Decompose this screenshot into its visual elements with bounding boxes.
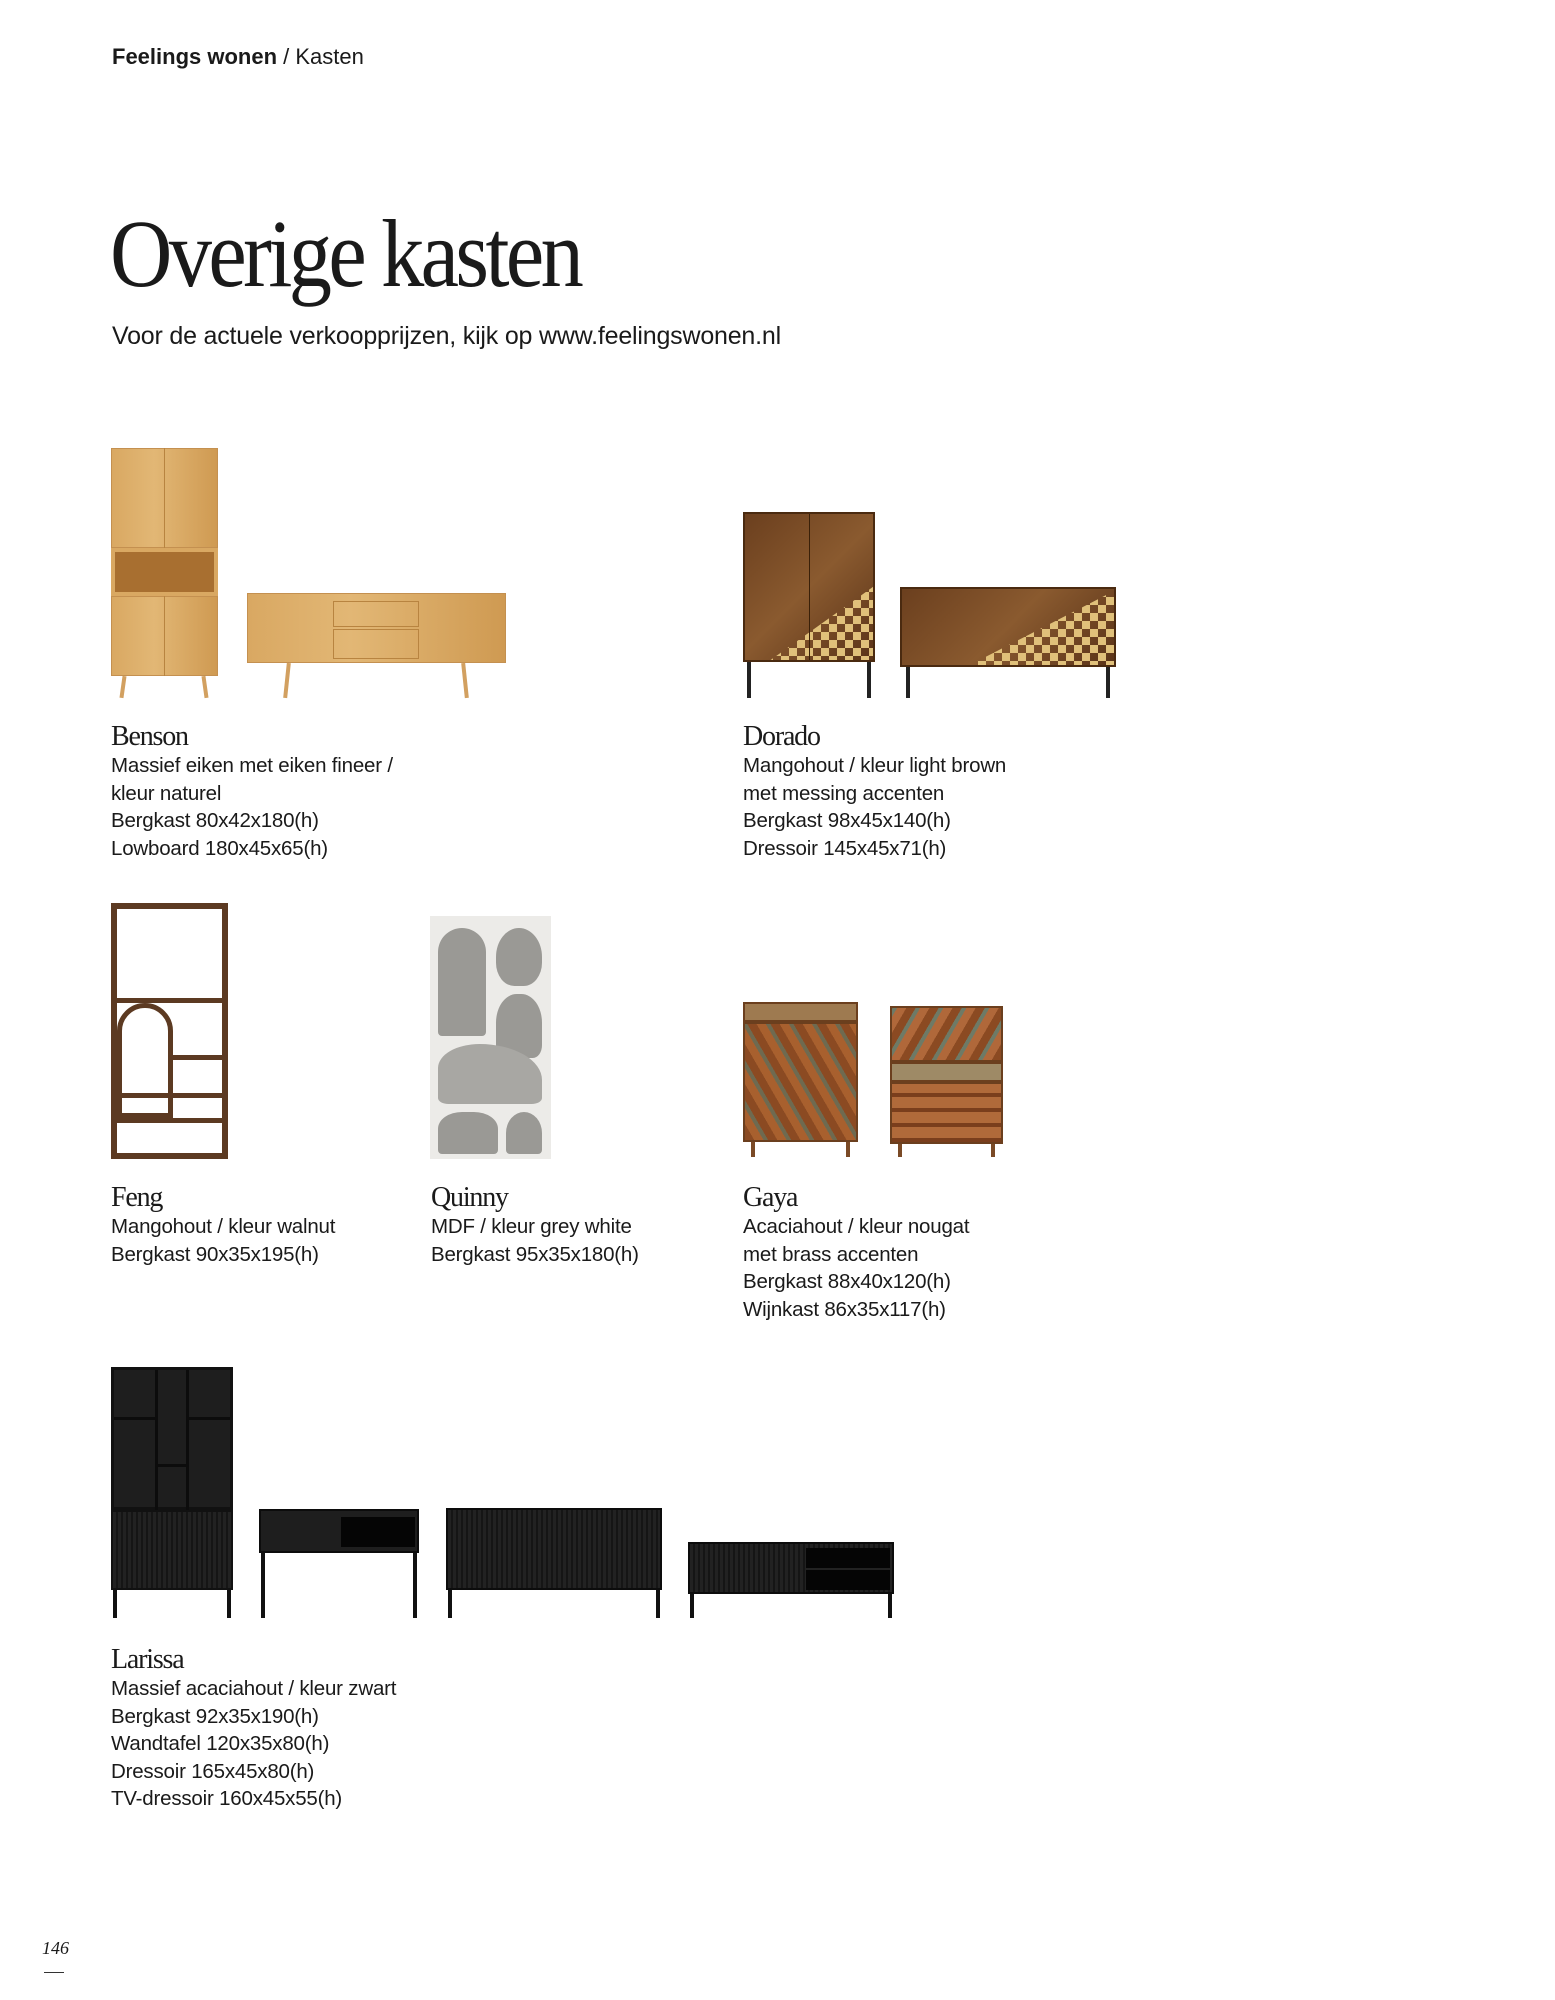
product-line: met brass accenten	[743, 1242, 919, 1266]
breadcrumb	[112, 44, 364, 70]
product-line: Bergkast 80x42x180(h)	[111, 809, 319, 833]
product-feng	[111, 1181, 335, 1268]
product-line: kleur naturel	[111, 781, 222, 805]
product-line: Bergkast 92x35x190(h)	[111, 1704, 319, 1728]
benson-bergkast-image	[111, 448, 218, 698]
larissa-bergkast-image	[111, 1367, 233, 1618]
product-line: Dressoir 145x45x71(h)	[743, 836, 947, 860]
product-line: Bergkast 90x35x195(h)	[111, 1242, 319, 1266]
product-larissa	[111, 1643, 396, 1813]
product-line: Bergkast 88x40x120(h)	[743, 1270, 951, 1294]
page-subtitle: Voor de actuele verkoopprijzen, kijk op www.feelingswonen.nl	[112, 322, 781, 350]
product-line: Bergkast 98x45x140(h)	[743, 809, 951, 833]
larissa-tv-dressoir-image	[688, 1542, 894, 1618]
product-line: Wijnkast 86x35x117(h)	[743, 1297, 946, 1321]
product-line: Lowboard 180x45x65(h)	[111, 836, 328, 860]
gaya-wijnkast-image	[890, 1006, 1003, 1157]
product-name: Larissa	[111, 1644, 184, 1675]
breadcrumb-separator: /	[277, 44, 296, 69]
product-line: MDF / kleur grey white	[431, 1215, 632, 1238]
page-number: 146	[42, 1938, 69, 1958]
product-name: Benson	[111, 721, 188, 752]
product-line: met messing accenten	[743, 781, 945, 805]
product-name: Gaya	[743, 1182, 798, 1213]
gaya-bergkast-image	[743, 1002, 858, 1157]
product-name: Quinny	[431, 1182, 508, 1213]
page-title: Overige kasten	[110, 200, 581, 307]
product-line: Wandtafel 120x35x80(h)	[111, 1732, 330, 1756]
product-line: TV-dressoir 160x45x55(h)	[111, 1787, 343, 1811]
page-number-divider	[44, 1972, 64, 1973]
feng-bergkast-image	[111, 903, 228, 1159]
benson-lowboard-image	[247, 593, 506, 698]
product-name: Feng	[111, 1182, 163, 1213]
product-line: Bergkast 95x35x180(h)	[431, 1242, 639, 1266]
product-line: Massief acaciahout / kleur zwart	[111, 1677, 397, 1700]
product-line: Acaciahout / kleur nougat	[743, 1215, 970, 1238]
breadcrumb-section: Kasten	[295, 44, 364, 69]
dorado-dressoir-image	[900, 587, 1116, 698]
product-line: Dressoir 165x45x80(h)	[111, 1759, 315, 1783]
product-gaya	[743, 1181, 969, 1323]
product-line: Mangohout / kleur light brown	[743, 754, 1007, 777]
dorado-bergkast-image	[743, 512, 875, 698]
product-dorado	[743, 720, 1006, 862]
product-line: Massief eiken met eiken fineer /	[111, 754, 393, 777]
product-line: Mangohout / kleur walnut	[111, 1215, 336, 1238]
product-name: Dorado	[743, 721, 820, 752]
larissa-wandtafel-image	[259, 1509, 419, 1618]
product-benson	[111, 720, 393, 862]
breadcrumb-brand: Feelings wonen	[112, 44, 278, 69]
quinny-bergkast-image	[430, 916, 551, 1159]
product-quinny	[431, 1181, 639, 1268]
larissa-dressoir-image	[446, 1508, 662, 1618]
